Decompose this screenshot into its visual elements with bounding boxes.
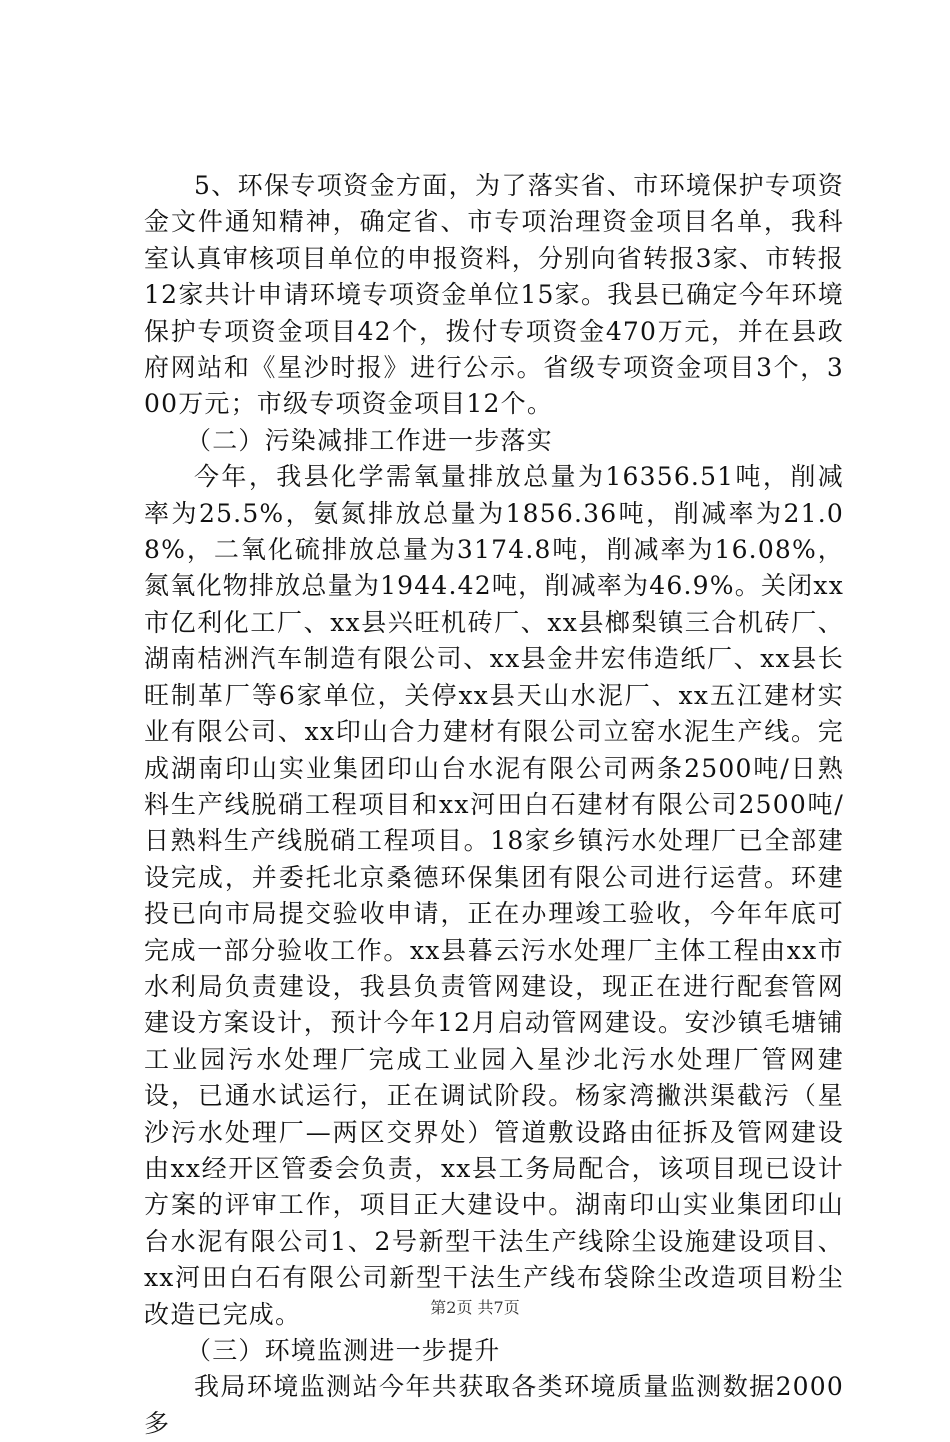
document-body bbox=[144, 168, 844, 1442]
page-footer: 第2页 共7页 bbox=[430, 1298, 520, 1317]
paragraph-monitoring: 我局环境监测站今年共获取各类环境质量监测数据2000多 bbox=[144, 1372, 844, 1438]
section-heading-monitoring: （三）环境监测进一步提升 bbox=[186, 1336, 501, 1365]
paragraph-special-funds: 5、环保专项资金方面，为了落实省、市环境保护专项资金文件通知精神，确定省、市专项治理资金项目名单，我科室认真审核项目单位的申报资料，分别向省转报3家、市转报12家共计申请环境专项资金单位15家。我县已确定今年环境保护专项资金项目42个，拨付专项资金470万元，并在县政府网站和《星沙时报》进行公示。省级专项资金项目3个，300万元；市级专项资金项目12个。 bbox=[144, 171, 844, 419]
section-heading-emission-reduction: （二）污染减排工作进一步落实 bbox=[186, 425, 553, 455]
paragraph-emission-reduction: 今年，我县化学需氧量排放总量为16356.51吨，削减率为25.5%，氨氮排放总量为1856.36吨，削减率为21.08%，二氧化硫排放总量为3174.8吨，削减率为16.08%，氮氧化物排放总量为1944.42吨，削减率为46.9%。关闭xx市亿利化工厂、xx县兴旺机砖厂、xx县榔梨镇三合机砖厂、湖南桔洲汽车制造有限公司、xx县金井宏伟造纸厂、xx县长旺制革厂等6家单位，关停xx县天山水泥厂、xx五江建材实业有限公司、xx印山合力建材有限公司立窑水泥生产线。完成湖南印山实业集团印山台水泥有限公司两条2500吨/日熟料生产线脱硝工程项目和xx河田白石建材有限公司2500吨/日熟料生产线脱硝工程项目。18家乡镇污水处理厂已全部建设完成，并委托北京桑德环保集团有限公司进行运营。环建投已向市局提交验收申请，正在办理竣工验收，今年年底可完成一部分验收工作。xx县暮云污水处理厂主体工程由xx市水利局负责建设，我县负责管网建设，现正在进行配套管网建设方案设计，预计今年12月启动管网建设。安沙镇毛塘铺工业园污水处理厂完成工业园入星沙北污水处理厂管网建设，已通水试运行，正在调试阶段。杨家湾撇洪渠截污（星沙污水处理厂—两区交界处）管道敷设路由征拆及管网建设由xx经开区管委会负责，xx县工务局配合，该项目现已设计方案的评审工作，项目正大建设中。湖南印山实业集团印山台水泥有限公司1、2号新型干法生产线除尘设施建设项目、xx河田白石有限公司新型干法生产线布袋除尘改造项目粉尘改造已完成。 bbox=[144, 462, 844, 1329]
